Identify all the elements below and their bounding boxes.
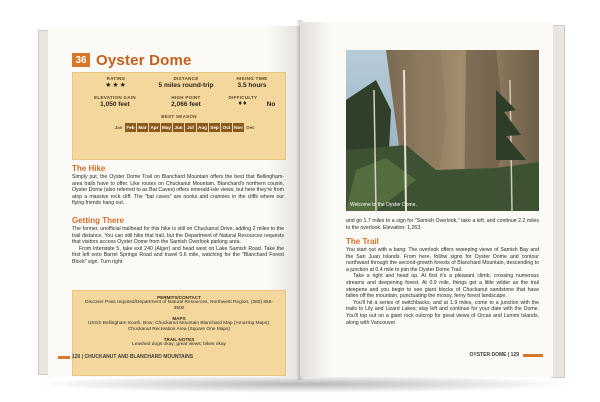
trail-text xyxy=(346,247,539,326)
difficulty-diamonds-icon: ♦♦ xyxy=(238,100,248,107)
footer-left: 120 | CHUCKANUT AND BLANCHARD MOUNTAINS xyxy=(72,354,194,360)
season-month-jun: Jun xyxy=(174,125,183,130)
season-month-jul: Jul xyxy=(185,123,196,132)
hike-title-row xyxy=(72,52,192,68)
season-month-oct: Oct xyxy=(222,125,231,130)
left-page xyxy=(48,26,300,377)
page-stack-right xyxy=(551,25,565,378)
hiking-time-stat xyxy=(227,76,277,89)
footer-accent-bar xyxy=(58,356,70,359)
rating-stars-icon: ★★★ xyxy=(105,82,127,89)
permits-heading: PERMITS/CONTACT xyxy=(157,295,201,300)
season-month-mar: Mar xyxy=(138,125,147,130)
best-season-stat xyxy=(149,114,209,119)
distance-label: DISTANCE xyxy=(173,76,199,81)
high-point-value: 2,066 feet xyxy=(171,101,201,108)
elevation-gain-label: ELEVATION GAIN xyxy=(94,95,136,100)
getting-there-heading: Getting There xyxy=(72,216,125,225)
season-months xyxy=(113,123,256,132)
trail-heading: The Trail xyxy=(346,237,379,246)
getting-there-paragraph-1: The former, unofficial trailhead for this hike is still on Chuckanut Drive, adding 2 miles to the trail distance. You can still hike that trail, but the Department of Natural Resources requests that visitors access Oyster Dome from the Samish Overlook parking area. xyxy=(72,226,284,246)
elevation-gain-value: 1,050 feet xyxy=(100,101,130,108)
difficulty-label: DIFFICULTY xyxy=(228,95,258,100)
hiking-time-label: HIKING TIME xyxy=(236,76,268,81)
page-title: Oyster Dome xyxy=(96,51,192,69)
right-page xyxy=(300,22,553,377)
hike-number-badge: 36 xyxy=(72,53,90,67)
oyster-dome-photo xyxy=(346,50,539,211)
hiking-time-value: 3.5 hours xyxy=(237,82,267,89)
hike-paragraph: Simply put, the Oyster Dome Trail on Blanchard Mountain offers the best that Bellingham-area trails have to offer. Like routes on Chuckanut Mountain, Blanchard's northern cousin, Oyster Dome (also referred to as Bat Caves) offers emerald-isle views, but here they're from atop a massive rock cliff. The "bat caves" are nooks and crannies in the cliffs where our flying friends hang out. xyxy=(72,174,284,207)
distance-stat xyxy=(151,76,221,89)
season-month-feb: Feb xyxy=(126,125,135,130)
continued-text: and go 1.7 miles to a sign for "Samish Overlook," take a left, and continue 2.2 miles to the overlook. Elevation: 1,263. xyxy=(346,218,539,231)
hike-heading: The Hike xyxy=(72,164,106,173)
footer-accent-bar-right xyxy=(523,354,543,357)
cliff-image xyxy=(346,50,539,211)
season-month-aug: Aug xyxy=(198,125,207,130)
trail-paragraph-3: You'll hit a series of switchbacks, and at 1.9 miles, come to a junction with the trails to Lily and Lizard Lakes; stay left and continue for your date with the Dome. You'll top out on a giant rock outcrop for great views of Orcas and Lummi Islands, along with Vancouver xyxy=(346,299,539,326)
hike-text xyxy=(72,174,284,207)
high-point-stat xyxy=(161,95,211,108)
season-month-sep: Sep xyxy=(210,125,219,130)
elevation-gain-stat xyxy=(85,95,145,108)
best-season-label: BEST SEASON xyxy=(161,114,197,119)
dog-value: No xyxy=(266,101,276,108)
rating-label: RATING xyxy=(106,76,126,81)
permits-text: Discover Pass required/Department of Natural Resources, Northwest Region, (360) 856-3500 xyxy=(85,300,273,311)
high-point-label: HIGH POINT xyxy=(171,95,201,100)
season-month-jan: Jan xyxy=(114,125,123,130)
difficulty-stat xyxy=(225,95,261,107)
permits-box xyxy=(72,290,286,376)
season-month-dec: Dec xyxy=(246,125,255,130)
trail-notes-text: Leashed dogs okay; great views; bikes okay xyxy=(132,342,226,347)
maps-text: USGS Bellingham South, Bow; Chuckanut Mountain Blanchard Map (Amazing Maps); Chuckanut Recreation Area (Square One Maps) xyxy=(87,321,271,332)
trail-paragraph-2: Take a right and head up. At first it's a pleasant climb, crossing numerous streams and deepening forest. At 0.9 mile, things get a little wilder as the trail steepens and you begin to see giant blocks of Chuckanut sandstone that have fallen off the mountain, punctuating the mossy, ferny forest landscape. xyxy=(346,273,539,300)
getting-there-paragraph-2: From Interstate 5, take exit 240 (Alger) and head west on Lake Samish Road. Take the first left onto Barrel Springs Road and travel 0.6 mile, watching for the "Blanchard Forest Block" sign. Turn right xyxy=(72,245,284,265)
season-month-nov: Nov xyxy=(234,125,243,130)
getting-there-text xyxy=(72,226,284,266)
photo-caption: Welcome to the Oyster Dome. xyxy=(350,202,417,208)
distance-value: 5 miles round-trip xyxy=(158,82,214,89)
season-month-may: May xyxy=(162,125,171,130)
footer-right: OYSTER DOME | 129 xyxy=(469,352,519,358)
dog-stat xyxy=(261,100,281,108)
season-month-apr: Apr xyxy=(150,125,159,130)
trail-notes-heading: TRAIL NOTES xyxy=(163,337,195,342)
trail-paragraph-1: You start out with a bang: The overlook offers sweeping views of Samish Bay and the San Juan Islands. From here, follow signs for Oyster Dome and contour northward through the second-growth forests of Blanchard Mountain, descending to a junction at 0.4 mile to join the Oyster Dome Trail. xyxy=(346,247,539,273)
stats-box xyxy=(72,72,286,160)
maps-heading: MAPS xyxy=(172,316,186,321)
rating-stat xyxy=(91,76,141,89)
